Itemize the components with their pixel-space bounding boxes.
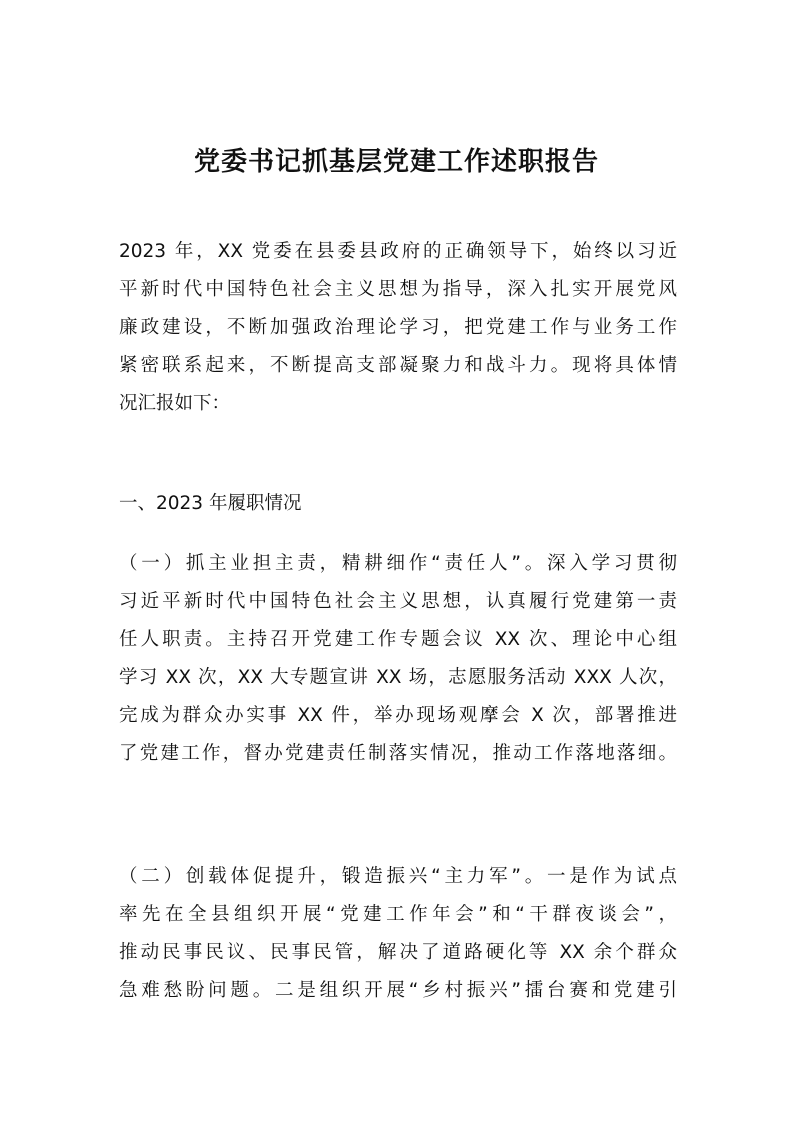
- paragraph-line: 任人职责。主持召开党建工作专题会议 XX 次、理论中心组: [119, 629, 677, 650]
- document-title: 党委书记抓基层党建工作述职报告: [193, 147, 599, 178]
- paragraph-line: 况汇报如下：: [119, 393, 231, 414]
- paragraph-line: 了党建工作，督办党建责任制落实情况，推动工作落地落细。: [119, 743, 677, 764]
- paragraph-line: 2023 年，XX 党委在县委县政府的正确领导下，始终以习近: [119, 241, 677, 262]
- paragraph-line: 廉政建设，不断加强政治理论学习，把党建工作与业务工作: [119, 317, 677, 338]
- paragraph-line: 学习 XX 次，XX 大专题宣讲 XX 场，志愿服务活动 XXX 人次，: [119, 667, 677, 688]
- paragraph-line: 平新时代中国特色社会主义思想为指导，深入扎实开展党风: [119, 279, 677, 300]
- intro-paragraph: [119, 233, 677, 423]
- section-heading: [119, 485, 677, 523]
- paragraph-line: 急难愁盼问题。二是组织开展“乡村振兴”擂台赛和党建引: [119, 980, 677, 1001]
- paragraph-line: 完成为群众办实事 XX 件，举办现场观摩会 X 次，部署推进: [119, 705, 677, 726]
- paragraph-line: 率先在全县组织开展“党建工作年会”和“干群夜谈会”，: [119, 904, 677, 925]
- paragraph-line: （二）创载体促提升，锻造振兴“主力军”。一是作为试点: [119, 866, 677, 887]
- paragraph-line: （一）抓主业担主责，精耕细作“责任人”。深入学习贯彻: [119, 553, 677, 574]
- section-1-paragraph: [119, 545, 677, 773]
- paragraph-line: 习近平新时代中国特色社会主义思想，认真履行党建第一责: [119, 591, 677, 612]
- section-heading-line: 一、2023 年履职情况: [119, 493, 302, 514]
- paragraph-line: 推动民事民议、民事民管，解决了道路硬化等 XX 余个群众: [119, 942, 677, 963]
- section-2-paragraph: [119, 858, 677, 1010]
- paragraph-line: 紧密联系起来，不断提高支部凝聚力和战斗力。现将具体情: [119, 355, 677, 376]
